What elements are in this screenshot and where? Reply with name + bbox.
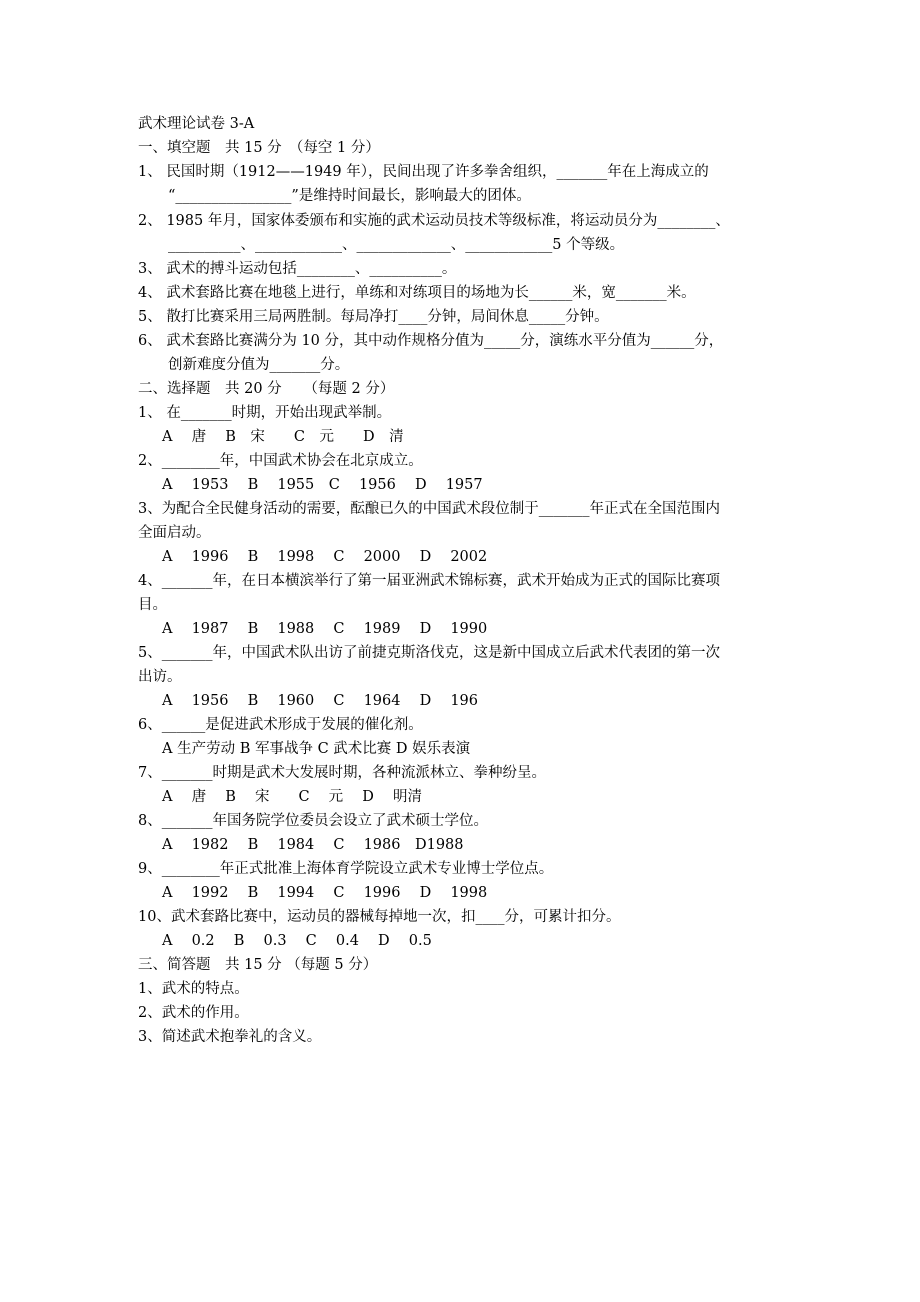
choice-q10-options: A 0.2 B 0.3 C 0.4 D 0.5 <box>162 933 432 949</box>
choice-q1-stem: 1、 在_______时期，开始出现武举制。 <box>138 405 392 421</box>
short-q2: 2、武术的作用。 <box>138 1005 249 1021</box>
fill-q1-line2: “________________”是维持时间最长，影响最大的团体。 <box>168 188 531 204</box>
choice-q8-stem: 8、_______年国务院学位委员会设立了武术硕士学位。 <box>138 813 488 829</box>
document-title: 武术理论试卷 3-A <box>138 116 255 132</box>
section2-heading: 二、选择题 共 20 分 （每题 2 分） <box>138 381 395 397</box>
fill-q5: 5、 散打比赛采用三局两胜制。每局净打____分钟，局间休息_____分钟。 <box>138 309 609 325</box>
choice-q5-line1: 5、_______年，中国武术队出访了前捷克斯洛伐克，这是新中国成立后武术代表团的第一次 <box>138 645 720 661</box>
fill-q6-line1: 6、 武术套路比赛满分为 10 分，其中动作规格分值为_____分，演练水平分值为______分， <box>138 333 724 349</box>
choice-q2-options: A 1953 B 1955 C 1956 D 1957 <box>162 477 483 493</box>
choice-q6-options: A 生产劳动 B 军事战争 C 武术比赛 D 娱乐表演 <box>162 741 471 757</box>
fill-q6-line2: 创新难度分值为_______分。 <box>168 357 350 373</box>
choice-q2-stem: 2、________年，中国武术协会在北京成立。 <box>138 453 423 469</box>
choice-q8-options: A 1982 B 1984 C 1986 D1988 <box>162 837 464 853</box>
choice-q9-stem: 9、________年正式批准上海体育学院设立武术专业博士学位点。 <box>138 861 554 877</box>
short-q3: 3、简述武术抱拳礼的含义。 <box>138 1029 322 1045</box>
choice-q4-line2: 目。 <box>138 597 167 613</box>
choice-q3-options: A 1996 B 1998 C 2000 D 2002 <box>162 549 488 565</box>
choice-q1-options: A 唐 B 宋 C 元 D 清 <box>162 429 404 445</box>
choice-q7-options: A 唐 B 宋 C 元 D 明清 <box>162 789 423 805</box>
section1-heading: 一、填空题 共 15 分 （每空 1 分） <box>138 140 380 156</box>
choice-q5-line2: 出访。 <box>138 669 182 685</box>
choice-q6-stem: 6、______是促进武术形成于发展的催化剂。 <box>138 717 423 733</box>
choice-q4-line1: 4、_______年，在日本横滨举行了第一届亚洲武术锦标赛，武术开始成为正式的国际比赛项 <box>138 573 720 589</box>
section3-heading: 三、简答题 共 15 分 （每题 5 分） <box>138 957 378 973</box>
choice-q10-stem: 10、武术套路比赛中，运动员的器械每掉地一次，扣____分，可累计扣分。 <box>138 909 621 925</box>
fill-q2-line1: 2、 1985 年月，国家体委颁布和实施的武术运动员技术等级标准，将运动员分为________、 <box>138 213 730 229</box>
choice-q3-line2: 全面启动。 <box>138 525 211 541</box>
choice-q4-options: A 1987 B 1988 C 1989 D 1990 <box>162 621 488 637</box>
fill-q1-line1: 1、 民国时期（1912——1949 年），民间出现了许多拳舍组织，_______年在上海成立的 <box>138 164 709 180</box>
fill-q2-line2: __________、____________、_____________、____________5 个等级。 <box>168 237 625 253</box>
short-q1: 1、武术的特点。 <box>138 981 249 997</box>
fill-q4: 4、 武术套路比赛在地毯上进行，单练和对练项目的场地为长______米，宽_______米。 <box>138 285 696 301</box>
choice-q7-stem: 7、_______时期是武术大发展时期，各种流派林立、拳种纷呈。 <box>138 765 546 781</box>
choice-q3-line1: 3、为配合全民健身活动的需要，酝酿已久的中国武术段位制于_______年正式在全国范围内 <box>138 501 720 517</box>
fill-q3: 3、 武术的搏斗运动包括________、__________。 <box>138 261 457 277</box>
choice-q5-options: A 1956 B 1960 C 1964 D 196 <box>162 693 478 709</box>
choice-q9-options: A 1992 B 1994 C 1996 D 1998 <box>162 885 488 901</box>
